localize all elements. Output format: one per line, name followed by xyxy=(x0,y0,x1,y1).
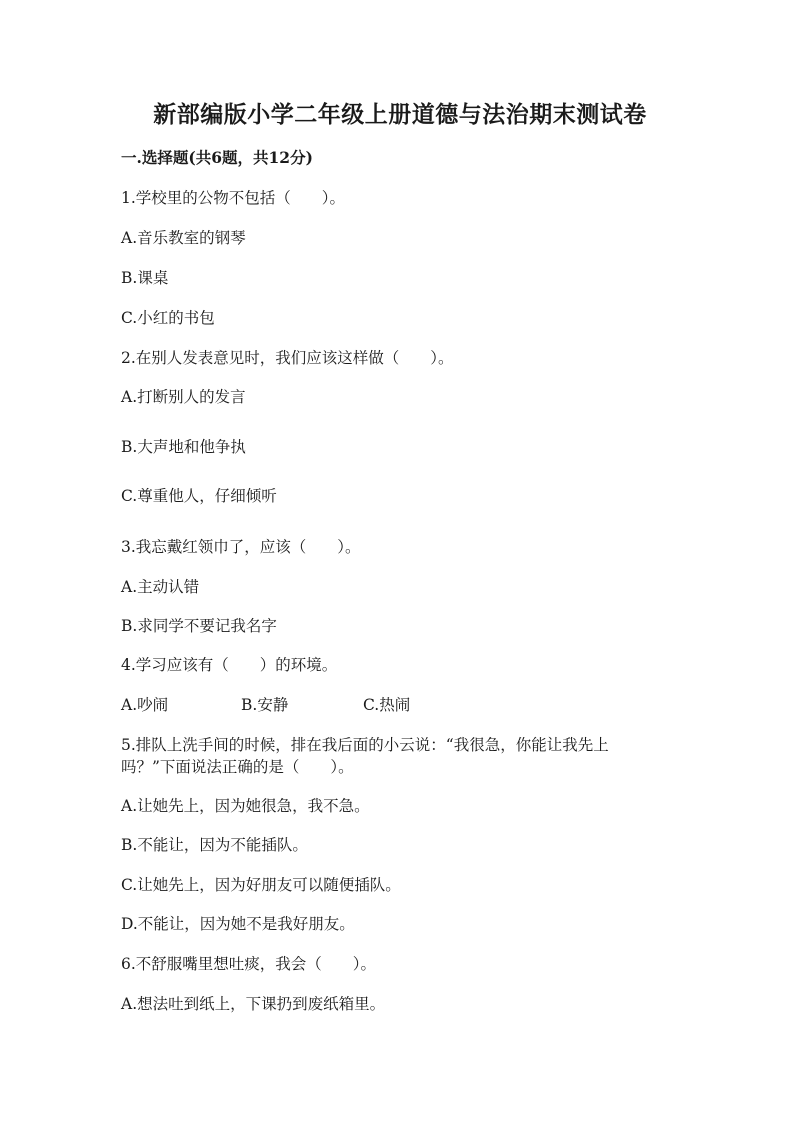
question-5-option-d: D.不能让，因为她不是我好朋友。 xyxy=(121,915,355,933)
question-5-option-b: B.不能让，因为不能插队。 xyxy=(121,836,308,854)
question-5-stem-line-1: 5.排队上洗手间的时候，排在我后面的小云说：“我很急，你能让我先上 xyxy=(121,736,609,754)
question-6-option-a: A.想法吐到纸上，下课扔到废纸箱里。 xyxy=(121,995,386,1013)
question-5-option-c: C.让她先上，因为好朋友可以随便插队。 xyxy=(121,876,401,894)
question-1-option-a: A.音乐教室的钢琴 xyxy=(121,229,246,247)
question-4-option-c: C.热闹 xyxy=(363,696,411,714)
question-6-stem: 6.不舒服嘴里想吐痰，我会（ ）。 xyxy=(121,955,377,973)
question-2-stem: 2.在别人发表意见时，我们应该这样做（ ）。 xyxy=(121,349,454,367)
question-4-stem: 4.学习应该有（ ）的环境。 xyxy=(121,656,338,674)
question-3-option-a: A.主动认错 xyxy=(121,578,200,596)
question-4-option-a: A.吵闹 xyxy=(121,696,169,714)
question-1-option-b: B.课桌 xyxy=(121,269,169,287)
document-title: 新部编版小学二年级上册道德与法治期末测试卷 xyxy=(153,101,647,128)
question-1-option-c: C.小红的书包 xyxy=(121,309,215,327)
question-2-option-a: A.打断别人的发言 xyxy=(121,388,246,406)
question-1-stem: 1.学校里的公物不包括（ ）。 xyxy=(121,189,346,207)
question-4-option-b: B.安静 xyxy=(241,696,289,714)
question-2-option-b: B.大声地和他争执 xyxy=(121,438,246,456)
question-5-option-a: A.让她先上，因为她很急，我不急。 xyxy=(121,797,370,815)
question-3-option-b: B.求同学不要记我名字 xyxy=(121,617,277,635)
question-3-stem: 3.我忘戴红领巾了，应该（ ）。 xyxy=(121,538,361,556)
question-5-stem-line-2: 吗？”下面说法正确的是（ ）。 xyxy=(121,758,354,776)
question-4-options-row xyxy=(121,693,521,717)
section-heading: 一.选择题(共6题，共12分) xyxy=(121,148,313,167)
question-2-option-c: C.尊重他人，仔细倾听 xyxy=(121,487,277,505)
